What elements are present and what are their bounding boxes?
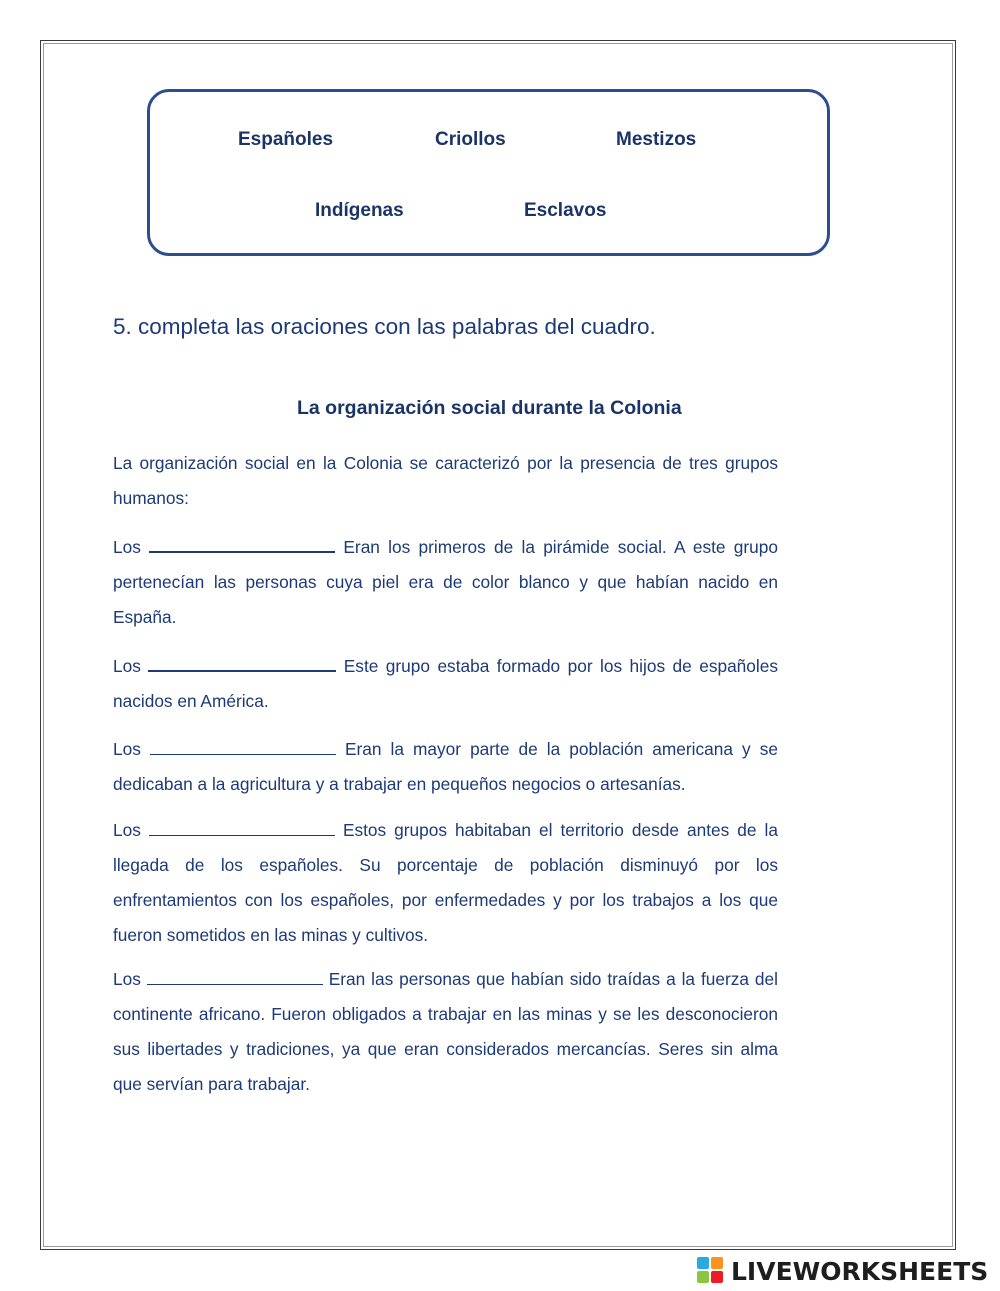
intro-paragraph: La organización social en la Colonia se caracterizó por la presencia de tres grupos humanos:	[113, 453, 778, 508]
paragraph-indigenas	[113, 813, 778, 953]
paragraph-lead: Los	[113, 656, 141, 676]
paragraph-esclavos	[113, 962, 778, 1102]
paragraph-criollos	[113, 649, 778, 719]
liveworksheets-logo-icon	[697, 1257, 727, 1285]
section-subtitle: La organización social durante la Colonia	[297, 397, 682, 419]
paragraph-lead: Los	[113, 739, 141, 759]
word-indigenas: Indígenas	[315, 200, 404, 221]
paragraph-mestizos	[113, 732, 778, 802]
answer-blank-5[interactable]	[147, 968, 323, 985]
paragraph-text: Estos grupos habitaban el territorio desde antes de la llegada de los españoles. Su porcentaje de población disminuyó por los enfrentamientos con los españoles, por enfermedades y por los trabajos a los que fueron sometidos en las minas y cultivos.	[113, 820, 778, 945]
word-bank-box	[147, 89, 830, 256]
paragraph-espanoles	[113, 530, 778, 635]
paragraph-text: Eran los primeros de la pirámide social. A este grupo pertenecían las personas cuya piel era de color blanco y que habían nacido en España.	[113, 537, 778, 627]
paragraph-text: Eran la mayor parte de la población americana y se dedicaban a la agricultura y a trabajar en pequeños negocios o artesanías.	[113, 739, 778, 794]
answer-blank-4[interactable]	[149, 819, 335, 836]
liveworksheets-logo	[697, 1256, 988, 1286]
answer-blank-3[interactable]	[150, 738, 336, 755]
word-esclavos: Esclavos	[524, 200, 607, 221]
answer-blank-2[interactable]	[148, 654, 336, 672]
paragraph-lead: Los	[113, 537, 141, 557]
answer-blank-1[interactable]	[149, 535, 335, 553]
paragraph-lead: Los	[113, 969, 141, 989]
paragraph-text: Este grupo estaba formado por los hijos de españoles nacidos en América.	[113, 656, 778, 711]
word-espanoles: Españoles	[238, 129, 334, 150]
instruction: 5. completa las oraciones con las palabras del cuadro.	[113, 314, 656, 339]
paragraph-text: Eran las personas que habían sido traídas a la fuerza del continente africano. Fueron obligados a trabajar en las minas y se les desconocieron sus libertades y tradiciones, ya que eran considerados mercancías. Seres sin alma que servían para trabajar.	[113, 969, 778, 1094]
word-criollos: Criollos	[435, 129, 506, 150]
word-mestizos: Mestizos	[616, 129, 697, 150]
paragraph-lead: Los	[113, 820, 141, 840]
logo-text: LIVEWORKSHEETS	[731, 1256, 989, 1286]
